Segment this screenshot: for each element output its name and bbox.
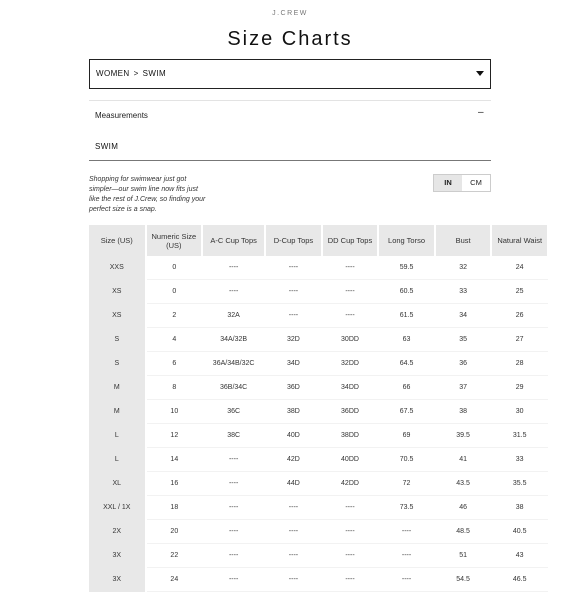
table-row <box>89 400 548 424</box>
table-cell: ---- <box>265 304 322 328</box>
table-cell: 0 <box>146 256 203 280</box>
unit-cm-button[interactable]: CM <box>470 178 482 187</box>
column-header: DD Cup Tops <box>322 225 379 256</box>
table-cell: 42D <box>265 448 322 472</box>
table-cell: ---- <box>202 472 265 496</box>
subcategory-label: SWIM <box>142 69 167 78</box>
table-cell: 33 <box>491 448 548 472</box>
table-cell: 63 <box>378 328 435 352</box>
category-dropdown[interactable] <box>89 59 491 89</box>
size-cell: XL <box>89 472 146 496</box>
table-cell: ---- <box>265 568 322 592</box>
table-cell: 36C <box>202 400 265 424</box>
table-cell: 67.5 <box>378 400 435 424</box>
size-table-scroll[interactable] <box>89 225 543 583</box>
table-cell: 59.5 <box>378 256 435 280</box>
tab-swim[interactable]: SWIM <box>95 142 119 151</box>
table-row <box>89 376 548 400</box>
size-cell: XS <box>89 304 146 328</box>
table-row <box>89 352 548 376</box>
table-cell: 38 <box>435 400 492 424</box>
table-cell: ---- <box>202 448 265 472</box>
table-cell: ---- <box>202 280 265 304</box>
table-cell: 2 <box>146 304 203 328</box>
table-cell: 34DD <box>322 376 379 400</box>
swim-description: Shopping for swimwear just got simpler—our swim line now fits just like the rest of J.Crew, so finding your perfect size is a snap. <box>89 176 206 213</box>
size-cell: XS <box>89 280 146 304</box>
size-cell: 3X <box>89 568 146 592</box>
table-cell: ---- <box>202 496 265 520</box>
table-cell: 64.5 <box>378 352 435 376</box>
table-cell: 8 <box>146 376 203 400</box>
table-cell: ---- <box>265 280 322 304</box>
table-row <box>89 520 548 544</box>
table-row <box>89 280 548 304</box>
table-cell: 32DD <box>322 352 379 376</box>
table-cell: 38C <box>202 424 265 448</box>
size-cell: M <box>89 400 146 424</box>
table-cell: 30DD <box>322 328 379 352</box>
table-cell: 20 <box>146 520 203 544</box>
breadcrumb-separator-icon: > <box>133 69 139 78</box>
measurements-heading[interactable]: Measurements <box>95 111 148 120</box>
table-cell: 34 <box>435 304 492 328</box>
size-table <box>89 225 549 592</box>
table-cell: ---- <box>322 280 379 304</box>
table-cell: 69 <box>378 424 435 448</box>
table-cell: 43 <box>491 544 548 568</box>
table-cell: 40DD <box>322 448 379 472</box>
collapse-minus-icon[interactable]: – <box>478 107 484 118</box>
category-label: WOMEN <box>96 69 130 78</box>
table-cell: ---- <box>202 544 265 568</box>
table-cell: 46.5 <box>491 568 548 592</box>
table-cell: ---- <box>322 544 379 568</box>
table-cell: ---- <box>322 256 379 280</box>
table-cell: 24 <box>491 256 548 280</box>
table-cell: 30 <box>491 400 548 424</box>
table-cell: 16 <box>146 472 203 496</box>
table-cell: ---- <box>265 256 322 280</box>
size-cell: 3X <box>89 544 146 568</box>
table-cell: 27 <box>491 328 548 352</box>
table-cell: 18 <box>146 496 203 520</box>
table-cell: ---- <box>322 520 379 544</box>
section-divider <box>89 100 491 101</box>
table-cell: ---- <box>378 544 435 568</box>
table-cell: 35 <box>435 328 492 352</box>
size-cell: XXS <box>89 256 146 280</box>
category-breadcrumb <box>96 69 166 78</box>
table-cell: 32 <box>435 256 492 280</box>
table-cell: 0 <box>146 280 203 304</box>
column-header: Size (US) <box>89 225 146 256</box>
caret-down-icon <box>476 71 484 76</box>
column-header: Bust <box>435 225 492 256</box>
table-cell: ---- <box>322 568 379 592</box>
table-cell: 61.5 <box>378 304 435 328</box>
table-cell: 72 <box>378 472 435 496</box>
table-cell: ---- <box>202 256 265 280</box>
tab-underline <box>89 160 491 161</box>
size-cell: XXL / 1X <box>89 496 146 520</box>
table-cell: 32A <box>202 304 265 328</box>
table-cell: 42DD <box>322 472 379 496</box>
table-cell: 48.5 <box>435 520 492 544</box>
table-cell: 37 <box>435 376 492 400</box>
unit-in-button[interactable]: IN <box>434 175 462 191</box>
table-row <box>89 304 548 328</box>
table-row <box>89 568 548 592</box>
table-cell: 29 <box>491 376 548 400</box>
table-cell: ---- <box>265 544 322 568</box>
table-cell: 34A/32B <box>202 328 265 352</box>
table-row <box>89 496 548 520</box>
table-cell: 31.5 <box>491 424 548 448</box>
brand-logo: J.CREW <box>272 10 308 17</box>
table-cell: ---- <box>202 568 265 592</box>
table-cell: 25 <box>491 280 548 304</box>
table-cell: 43.5 <box>435 472 492 496</box>
page-edge <box>566 0 580 580</box>
size-cell: L <box>89 424 146 448</box>
table-cell: 22 <box>146 544 203 568</box>
table-cell: 26 <box>491 304 548 328</box>
size-cell: S <box>89 352 146 376</box>
size-cell: L <box>89 448 146 472</box>
size-cell: 2X <box>89 520 146 544</box>
table-cell: 36 <box>435 352 492 376</box>
table-cell: 44D <box>265 472 322 496</box>
table-row <box>89 424 548 448</box>
table-cell: 38DD <box>322 424 379 448</box>
table-cell: 24 <box>146 568 203 592</box>
table-cell: 73.5 <box>378 496 435 520</box>
table-cell: ---- <box>322 496 379 520</box>
table-cell: 70.5 <box>378 448 435 472</box>
table-cell: 4 <box>146 328 203 352</box>
column-header: Natural Waist <box>491 225 548 256</box>
table-cell: 34D <box>265 352 322 376</box>
table-cell: ---- <box>265 520 322 544</box>
table-cell: 39.5 <box>435 424 492 448</box>
table-cell: ---- <box>322 304 379 328</box>
page-title: Size Charts <box>227 28 353 50</box>
table-cell: 54.5 <box>435 568 492 592</box>
table-cell: 36DD <box>322 400 379 424</box>
size-cell: S <box>89 328 146 352</box>
table-cell: ---- <box>202 520 265 544</box>
table-cell: ---- <box>265 496 322 520</box>
table-cell: 41 <box>435 448 492 472</box>
column-header: D-Cup Tops <box>265 225 322 256</box>
table-cell: 14 <box>146 448 203 472</box>
table-cell: 38D <box>265 400 322 424</box>
table-cell: ---- <box>378 568 435 592</box>
column-header: Numeric Size (US) <box>146 225 203 256</box>
table-cell: 66 <box>378 376 435 400</box>
table-cell: 33 <box>435 280 492 304</box>
table-cell: 51 <box>435 544 492 568</box>
table-row <box>89 448 548 472</box>
table-cell: 60.5 <box>378 280 435 304</box>
column-header: Long Torso <box>378 225 435 256</box>
table-cell: ---- <box>378 520 435 544</box>
table-cell: 46 <box>435 496 492 520</box>
table-row <box>89 472 548 496</box>
table-cell: 28 <box>491 352 548 376</box>
table-cell: 38 <box>491 496 548 520</box>
table-row <box>89 544 548 568</box>
table-cell: 40D <box>265 424 322 448</box>
unit-toggle <box>433 174 491 192</box>
table-cell: 32D <box>265 328 322 352</box>
table-cell: 36B/34C <box>202 376 265 400</box>
table-cell: 36A/34B/32C <box>202 352 265 376</box>
table-cell: 35.5 <box>491 472 548 496</box>
table-cell: 40.5 <box>491 520 548 544</box>
table-cell: 10 <box>146 400 203 424</box>
table-row <box>89 256 548 280</box>
table-header-row <box>89 225 548 256</box>
column-header: A-C Cup Tops <box>202 225 265 256</box>
size-cell: M <box>89 376 146 400</box>
table-cell: 6 <box>146 352 203 376</box>
table-cell: 36D <box>265 376 322 400</box>
table-cell: 12 <box>146 424 203 448</box>
table-row <box>89 328 548 352</box>
